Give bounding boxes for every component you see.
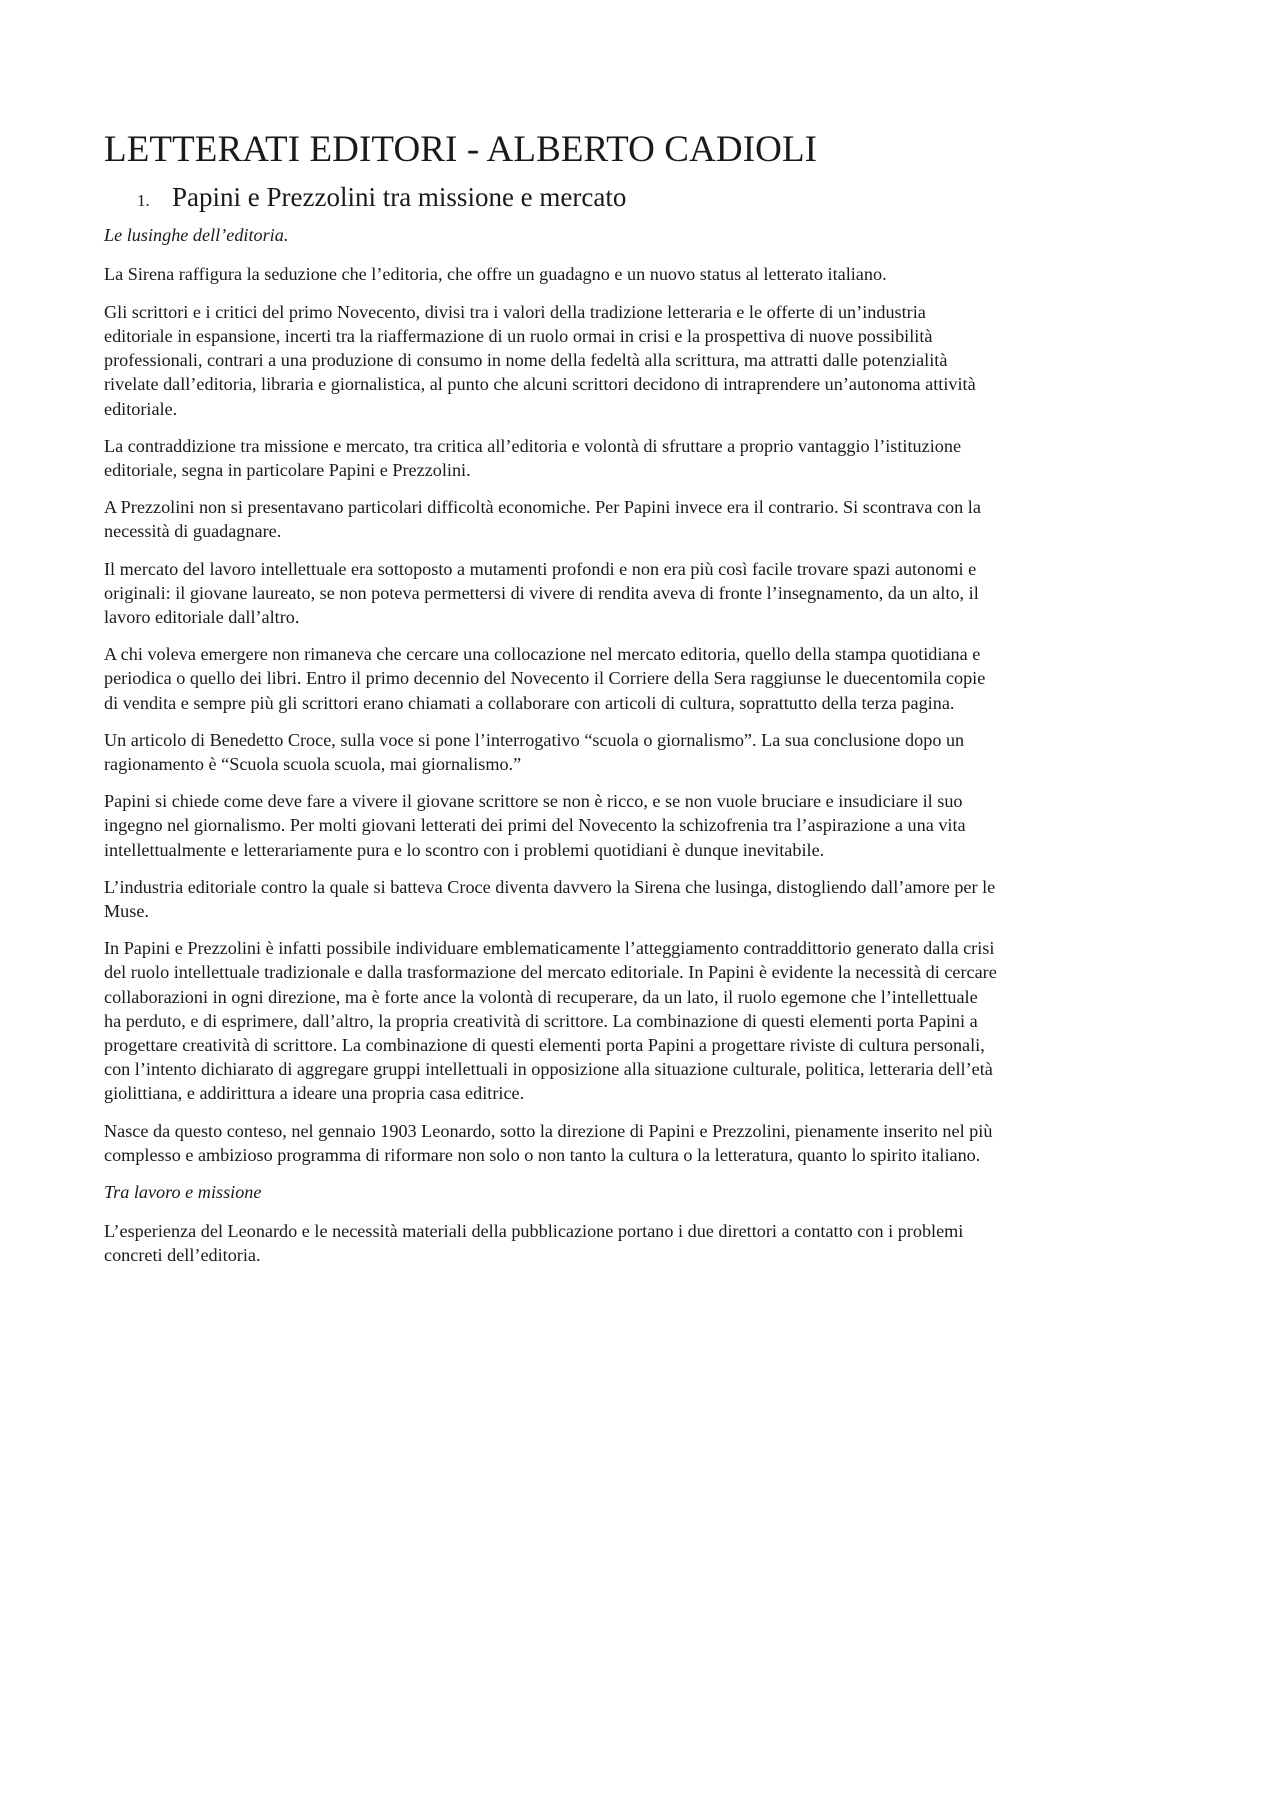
- subheading-lusinghe: Le lusinghe dell’editoria.: [104, 225, 289, 246]
- paragraph: Papini si chiede come deve fare a vivere il giovane scrittore se non è ricco, e se non vuole bruciare e insudiciare il suo ingegno nel giornalismo. Per molti giovani letterati dei primi del Novecento la schizofrenia tra l’aspirazione a una vita intellettualmente e letterariamente pura e lo scontro con i problemi quotidiani è dunque inevitabile.: [104, 791, 966, 860]
- section-title: Papini e Prezzolini tra missione e mercato: [172, 182, 627, 213]
- paragraph: La Sirena raffigura la seduzione che l’editoria, che offre un guadagno e un nuovo status al letterato italiano.: [104, 264, 887, 285]
- paragraph: A Prezzolini non si presentavano particolari difficoltà economiche. Per Papini invece era il contrario. Si scontrava con la necessità di guadagnare.: [104, 497, 981, 542]
- document-title: LETTERATI EDITORI - ALBERTO CADIOLI: [104, 129, 818, 170]
- section-number: 1.: [137, 191, 150, 211]
- paragraph: Gli scrittori e i critici del primo Novecento, divisi tra i valori della tradizione letteraria e le offerte di un’industria editoriale in espansione, incerti tra la riaffermazione di un ruolo ormai in crisi e la prospettiva di nuove possibilità professionali, contrari a una produzione di consumo in nome della fedeltà alla scrittura, ma attratti dalle potenzialità rivelate dall’editoria, libraria e giornalistica, al punto che alcuni scrittori decidono di intraprendere un’autonoma attività editoriale.: [104, 301, 976, 419]
- section-heading: [137, 180, 999, 215]
- paragraph: L’industria editoriale contro la quale si batteva Croce diventa davvero la Sirena che lusinga, distogliendo dall’amore per le Muse.: [104, 876, 996, 921]
- paragraph: Un articolo di Benedetto Croce, sulla voce si pone l’interrogativo “scuola o giornalismo”. La sua conclusione dopo un ragionamento è “Scuola scuola scuola, mai giornalismo.”: [104, 729, 965, 774]
- paragraph: La contraddizione tra missione e mercato, tra critica all’editoria e volontà di sfruttare a proprio vantaggio l’istituzione editoriale, segna in particolare Papini e Prezzolini.: [104, 435, 962, 480]
- document-page: [104, 128, 999, 1280]
- paragraph: Nasce da questo conteso, nel gennaio 1903 Leonardo, sotto la direzione di Papini e Prezzolini, pienamente inserito nel più complesso e ambizioso programma di riformare non solo o non tanto la cultura o la letteratura, quanto lo spirito italiano.: [104, 1120, 993, 1165]
- paragraph: In Papini e Prezzolini è infatti possibile individuare emblematicamente l’atteggiamento contraddittorio generato dalla crisi del ruolo intellettuale tradizionale e dalla trasformazione del mercato editoriale. In Papini è evidente la necessità di cercare collaborazioni in ogni direzione, ma è forte ance la volontà di recuperare, da un lato, il ruolo egemone che l’intellettuale ha perduto, e di esprimere, dall’altro, la propria creatività di scrittore. La combinazione di questi elementi porta Papini a progettare creatività di scrittore. La combinazione di questi elementi porta Papini a progettare riviste di cultura personali, con l’intento dichiarato di aggregare gruppi intellettuali in opposizione alla situazione culturale, politica, letteraria dell’età giolittiana, e addirittura a ideare una propria casa editrice.: [104, 938, 997, 1104]
- paragraph: Il mercato del lavoro intellettuale era sottoposto a mutamenti profondi e non era più così facile trovare spazi autonomi e originali: il giovane laureato, se non poteva permettersi di vivere di rendita aveva di fronte l’insegnamento, da un alto, il lavoro editoriale dall’altro.: [104, 558, 979, 627]
- paragraph: A chi voleva emergere non rimaneva che cercare una collocazione nel mercato editoria, quello della stampa quotidiana e periodica o quello dei libri. Entro il primo decennio del Novecento il Corriere della Sera raggiunse le duecentomila copie di vendita e sempre più gli scrittori erano chiamati a collaborare con articoli di cultura, soprattutto della terza pagina.: [104, 644, 986, 713]
- subheading-lavoro-missione: Tra lavoro e missione: [104, 1181, 262, 1202]
- paragraph: L’esperienza del Leonardo e le necessità materiali della pubblicazione portano i due direttori a contatto con i problemi concreti dell’editoria.: [104, 1220, 964, 1266]
